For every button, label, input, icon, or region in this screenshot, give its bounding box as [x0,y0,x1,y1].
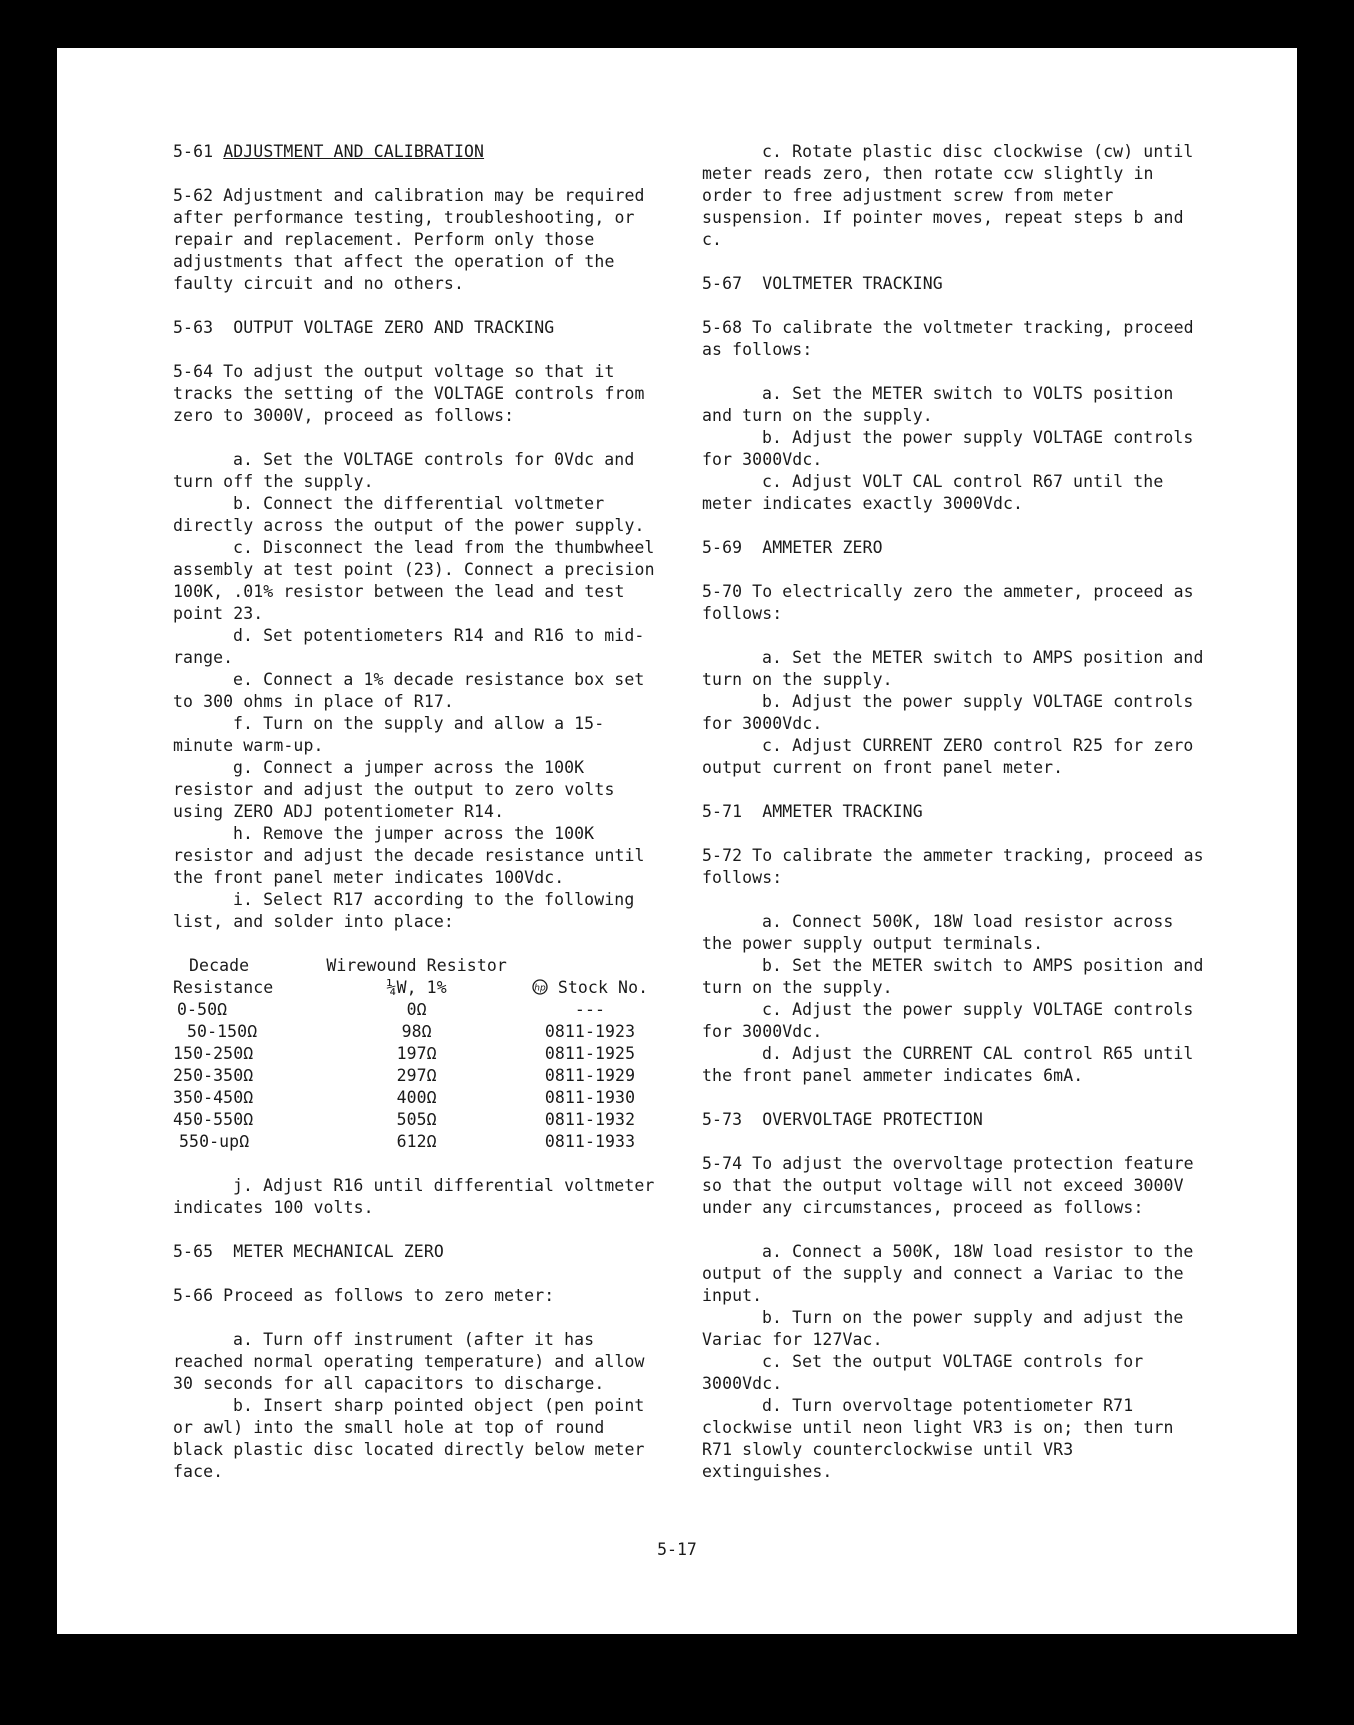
cell-stock: 0811-1932 [544,1110,636,1129]
paragraph-5-68: 5-68 To calibrate the voltmeter tracking, proceed as follows: [702,318,1194,359]
header-rating: ¼W, 1% [386,978,447,997]
cell-decade: 450-550Ω [173,1110,254,1129]
cell-resistor: 0Ω [406,1000,427,1019]
cell-stock: 0811-1929 [544,1066,636,1085]
paragraph-5-66: 5-66 Proceed as follows to zero meter: [173,1286,555,1305]
cell-stock: 0811-1933 [544,1132,636,1151]
cell-decade: 350-450Ω [173,1088,254,1107]
cell-decade: 0-50Ω [177,1000,228,1019]
step-a: a. Connect 500K, 18W load resistor across the power supply output terminals. [702,912,1174,953]
table-row [173,1109,661,1131]
step-d: d. Turn overvoltage potentiometer R71 clockwise until neon light VR3 is on; then turn R71 slowly counterclockwise until VR3 extinguishes. [702,1396,1174,1481]
section-heading-5-63: 5-63 OUTPUT VOLTAGE ZERO AND TRACKING [173,318,555,337]
step-a: a. Set the METER switch to VOLTS position and turn on the supply. [702,384,1174,425]
step-list-5-64-cont [173,1175,661,1219]
section-heading-5-69: 5-69 AMMETER ZERO [702,538,883,557]
paragraph-5-74: 5-74 To adjust the overvoltage protection feature so that the output voltage will not exceed 3000V under any circumstances, proceed as follows: [702,1154,1194,1217]
step-j: j. Adjust R16 until differential voltmeter indicates 100 volts. [173,1176,655,1217]
step-c: c. Adjust CURRENT ZERO control R25 for zero output current on front panel meter. [702,736,1194,777]
step-a: a. Connect a 500K, 18W load resistor to the output of the supply and connect a Variac to the input. [702,1242,1194,1305]
table-row [173,999,661,1021]
stock-no-label: Stock No. [557,978,649,997]
step-a: a. Set the METER switch to AMPS position and turn on the supply. [702,648,1204,689]
cell-stock: --- [574,1000,606,1019]
svg-text:hp: hp [533,983,546,994]
step-g: g. Connect a jumper across the 100K resistor and adjust the output to zero volts using ZERO ADJ potentiometer R14. [173,758,615,821]
step-e: e. Connect a 1% decade resistance box set to 300 ohms in place of R17. [173,670,645,711]
left-column [173,141,661,1505]
step-list-5-66-cont [702,141,1207,251]
header-resistance: Resistance [173,978,274,997]
cell-stock: 0811-1923 [544,1022,636,1041]
step-c: c. Rotate plastic disc clockwise (cw) until meter reads zero, then rotate ccw slightly in order to free adjustment screw from meter suspension. If pointer moves, repeat steps b and c. [702,142,1194,249]
cell-decade: 50-150Ω [187,1022,258,1041]
step-h: h. Remove the jumper across the 100K resistor and adjust the decade resistance until the front panel meter indicates 100Vdc. [173,824,645,887]
cell-decade: 550-upΩ [179,1132,250,1151]
table-row [173,1087,661,1109]
header-decade: Decade [189,956,250,975]
page-number: 5-17 [657,1540,697,1559]
cell-stock: 0811-1930 [544,1088,636,1107]
cell-resistor: 197Ω [396,1044,437,1063]
table-row [173,1021,661,1043]
step-b: b. Set the METER switch to AMPS position and turn on the supply. [702,956,1204,997]
paragraph-5-64: 5-64 To adjust the output voltage so that it tracks the setting of the VOLTAGE controls from zero to 3000V, proceed as follows: [173,362,645,425]
step-b: b. Connect the differential voltmeter directly across the output of the power supply. [173,494,645,535]
resistor-table [173,955,661,1153]
section-heading-5-67: 5-67 VOLTMETER TRACKING [702,274,943,293]
step-b: b. Turn on the power supply and adjust the Variac for 127Vac. [702,1308,1184,1349]
step-list-5-68 [702,383,1207,515]
table-row [173,1065,661,1087]
cell-decade: 250-350Ω [173,1066,254,1085]
step-c: c. Disconnect the lead from the thumbwheel assembly at test point (23). Connect a precision 100K, .01% resistor between the lead and test point 23. [173,538,655,623]
section-title: ADJUSTMENT AND CALIBRATION [223,142,485,161]
cell-resistor: 297Ω [396,1066,437,1085]
cell-decade: 150-250Ω [173,1044,254,1063]
cell-resistor: 98Ω [401,1022,432,1041]
step-a: a. Set the VOLTAGE controls for 0Vdc and turn off the supply. [173,450,635,491]
cell-resistor: 400Ω [396,1088,437,1107]
step-b: b. Insert sharp pointed object (pen point or awl) into the small hole at top of round black plastic disc located directly below meter face. [173,1396,645,1481]
right-column [702,141,1207,1505]
step-c: c. Adjust the power supply VOLTAGE controls for 3000Vdc. [702,1000,1194,1041]
step-list-5-64 [173,449,661,933]
paragraph-5-70: 5-70 To electrically zero the ammeter, proceed as follows: [702,582,1194,623]
document-page [57,48,1297,1634]
header-stock-no [519,977,661,999]
step-b: b. Adjust the power supply VOLTAGE controls for 3000Vdc. [702,692,1194,733]
step-list-5-74 [702,1241,1207,1483]
step-list-5-66 [173,1329,661,1483]
table-header-row [173,977,661,999]
section-heading-5-61 [173,141,661,163]
step-d: d. Set potentiometers R14 and R16 to mid-range. [173,626,645,667]
step-c: c. Adjust VOLT CAL control R67 until the meter indicates exactly 3000Vdc. [702,472,1164,513]
paragraph-5-62: 5-62 Adjustment and calibration may be required after performance testing, troubleshooting, or repair and replacement. Perform only those adjustments that affect the operation of the faulty circuit and no others. [173,186,645,293]
table-header-row [173,955,661,977]
step-list-5-72 [702,911,1207,1087]
step-d: d. Adjust the CURRENT CAL control R65 until the front panel ammeter indicates 6mA. [702,1044,1194,1085]
section-heading-5-65: 5-65 METER MECHANICAL ZERO [173,1242,444,1261]
section-heading-5-71: 5-71 AMMETER TRACKING [702,802,923,821]
table-row [173,1043,661,1065]
hp-logo-icon [532,979,548,995]
section-heading-5-73: 5-73 OVERVOLTAGE PROTECTION [702,1110,983,1129]
step-c: c. Set the output VOLTAGE controls for 3000Vdc. [702,1352,1144,1393]
cell-stock: 0811-1925 [544,1044,636,1063]
paragraph-5-72: 5-72 To calibrate the ammeter tracking, proceed as follows: [702,846,1204,887]
step-list-5-70 [702,647,1207,779]
cell-resistor: 612Ω [396,1132,437,1151]
step-a: a. Turn off instrument (after it has reached normal operating temperature) and allow 30 seconds for all capacitors to discharge. [173,1330,645,1393]
section-number: 5-61 [173,142,214,161]
cell-resistor: 505Ω [396,1110,437,1129]
header-wirewound: Wirewound Resistor [326,956,507,975]
step-f: f. Turn on the supply and allow a 15-minute warm-up. [173,714,605,755]
step-i: i. Select R17 according to the following list, and solder into place: [173,890,635,931]
step-b: b. Adjust the power supply VOLTAGE controls for 3000Vdc. [702,428,1194,469]
table-row [173,1131,661,1153]
